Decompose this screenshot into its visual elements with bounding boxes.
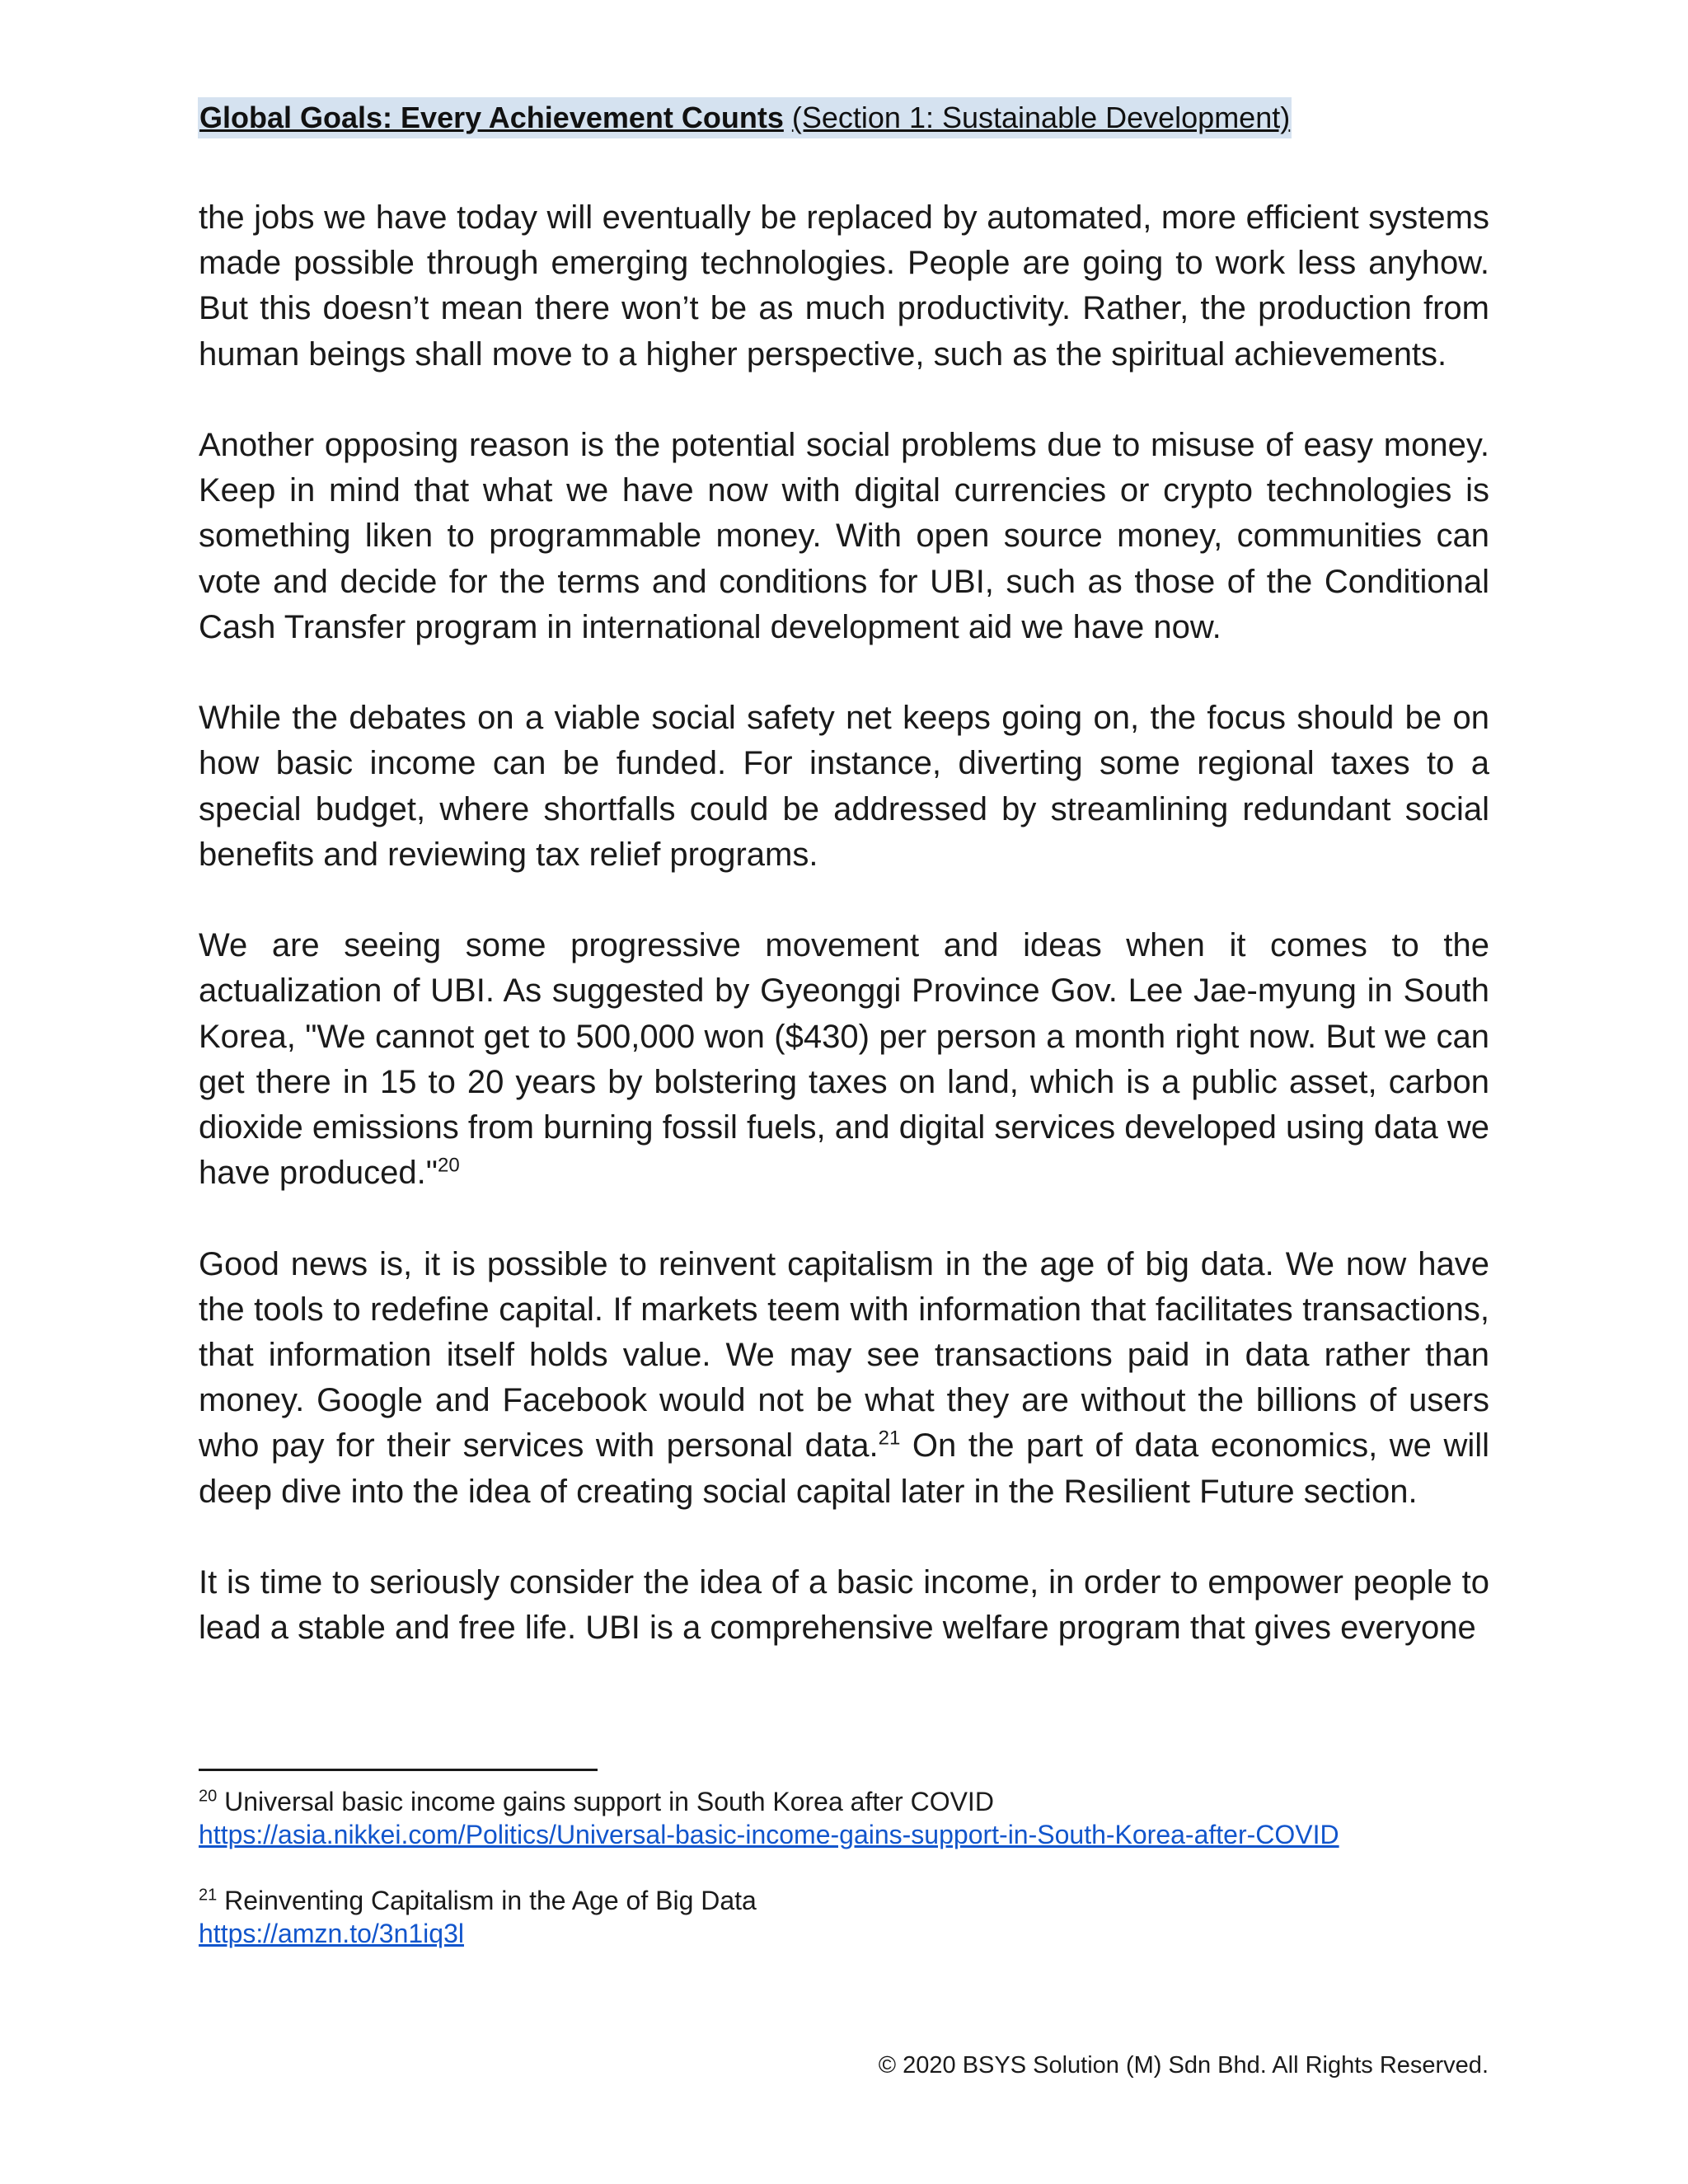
- paragraph-6: It is time to seriously consider the idea of a basic income, in order to empower people to lead a stable and free life. UBI is a comprehensive welfare program that gives everyone: [199, 1564, 1489, 1647]
- paragraph-4-text: We are seeing some progressive movement and ideas when it comes to the actualization of UBI. As suggested by Gyeonggi Province Gov. Lee Jae-myung in South Korea, "We cannot get to 500,000 won ($430) per person a month right now. But we can get there in 15 to 20 years by bolstering taxes on land, which is a public asset, carbon dioxide emissions from burning fossil fuels, and digital services developed using data we have produced.": [199, 927, 1489, 1192]
- paragraph-1: the jobs we have today will eventually be replaced by automated, more efficient systems made possible through emerging technologies. People are going to work less anyhow. But this doesn’t mean there won’t be as much productivity. Rather, the production from human beings shall move to a higher perspective, such as the spiritual achievements.: [199, 199, 1489, 373]
- paragraph-3: While the debates on a viable social safety net keeps going on, the focus should be on how basic income can be funded. For instance, diverting some regional taxes to a special budget, where shortfalls could be addressed by streamlining redundant social benefits and reviewing tax relief programs.: [199, 700, 1489, 873]
- copyright-notice: © 2020 BSYS Solution (M) Sdn Bhd. All Rights Reserved.: [878, 2052, 1489, 2079]
- footnote-text: Reinventing Capitalism in the Age of Big Data: [224, 1886, 757, 1915]
- header-title: Global Goals: Every Achievement Counts: [199, 101, 784, 134]
- footnote-21: [199, 1884, 1489, 1950]
- footnote-divider: [199, 1769, 598, 1771]
- footnote-ref-20[interactable]: 20: [437, 1154, 460, 1177]
- paragraph-5-text-a: Good news is, it is possible to reinvent capitalism in the age of big data. We now have the tools to redefine capital. If markets teem with information that facilitates transactions, that information itself holds value. We may see transactions paid in data rather than money. Google and Facebook would not be what they are without the billions of users who pay for their services with personal data.: [199, 1245, 1489, 1465]
- body-text: [199, 195, 1489, 1651]
- header-section: (Section 1: Sustainable Development): [791, 101, 1291, 134]
- footnote-text: Universal basic income gains support in South Korea after COVID: [224, 1787, 994, 1816]
- footnotes: [199, 1785, 1489, 1983]
- footnote-ref-21[interactable]: 21: [878, 1427, 901, 1451]
- footnote-number: 21: [199, 1886, 218, 1905]
- paragraph-2: Another opposing reason is the potential social problems due to misuse of easy money. Keep in mind that what we have now with digital currencies or crypto technologies is something liken to programmable money. With open source money, communities can vote and decide for the terms and conditions for UBI, such as those of the Conditional Cash Transfer program in international development aid we have now.: [199, 427, 1489, 645]
- footnote-link[interactable]: https://asia.nikkei.com/Politics/Universal-basic-income-gains-support-in-South-Korea-after-COVID: [199, 1820, 1339, 1849]
- page-header: [198, 97, 1292, 138]
- footnote-link[interactable]: https://amzn.to/3n1iq3l: [199, 1919, 464, 1948]
- paragraph-5: [199, 1242, 1489, 1515]
- footnote-20: [199, 1785, 1489, 1851]
- footnote-number: 20: [199, 1787, 218, 1806]
- paragraph-5-text-b: On the part of data economics, we will deep dive into the idea of creating social capital later in the Resilient Future section.: [199, 1427, 1490, 1510]
- paragraph-4: [199, 923, 1489, 1196]
